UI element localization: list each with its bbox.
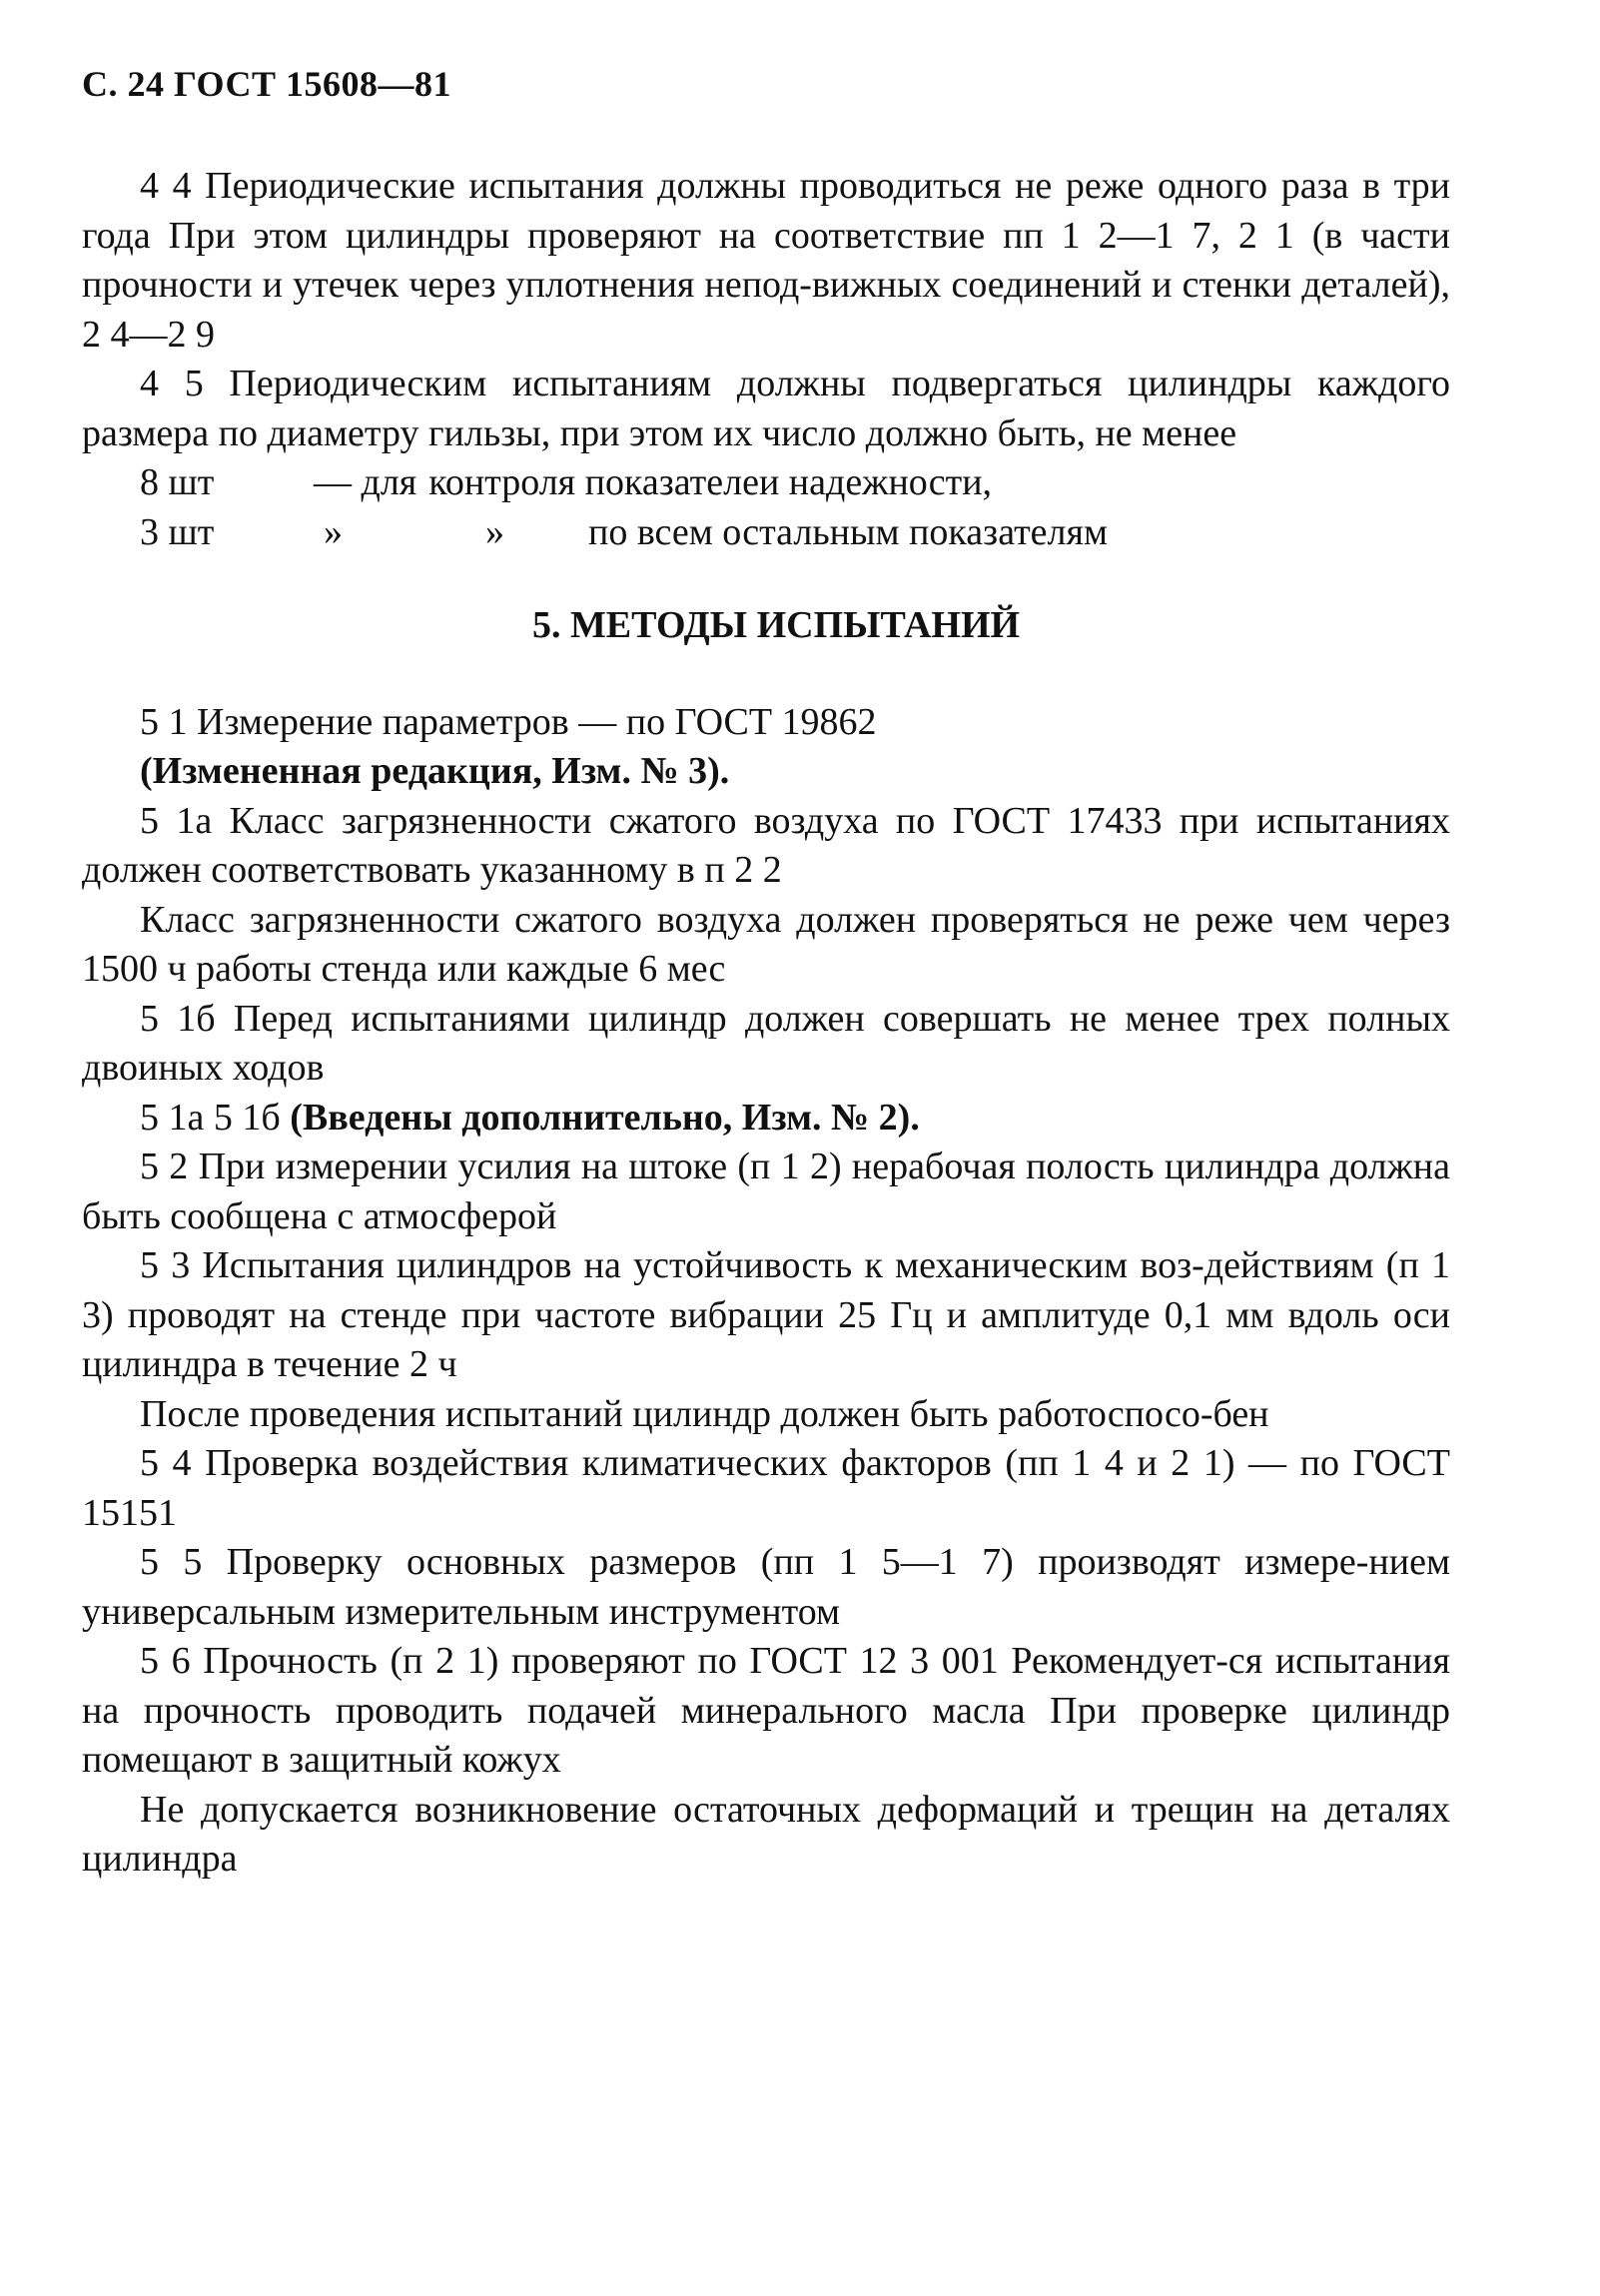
paragraph-5-1a: 5 1а Класс загрязненности сжатого воздуха по ГОСТ 17433 при испытаниях должен соответствовать указанному в п 2 2 <box>82 799 1450 891</box>
paragraph-5-2: 5 2 При измерении усилия на штоке (п 1 2) нерабочая полость цилиндра должна быть сообщена с атмосферой <box>82 1146 1450 1237</box>
amendment-line <box>82 1094 1450 1144</box>
paragraph-5-1a-cont: Класс загрязненности сжатого воздуха должен проверяться не реже чем через 1500 ч работы стенда или каждые 6 мес <box>82 898 1450 990</box>
list-marker: — для <box>314 461 417 503</box>
ditto-mark: » <box>485 510 504 553</box>
paragraph-4-5: 4 5 Периодическим испытаниям должны подвергаться цилиндры каждого размера по диаметру гильзы, при этом их число должно быть, не менее <box>82 363 1450 454</box>
list-item <box>82 458 1450 508</box>
paragraph-5-5: 5 5 Проверку основных размеров (пп 1 5—1 7) производят измере-нием универсальным измерительным инструментом <box>82 1541 1450 1633</box>
list-text: контроля показателеи надежности, <box>428 461 993 503</box>
ditto-mark: » <box>324 510 343 553</box>
paragraph-5-3-cont: После проведения испытаний цилиндр должен быть работоспосо-бен <box>140 1392 1269 1435</box>
list-item <box>82 508 1450 558</box>
paragraph-4-4: 4 4 Периодические испытания должны проводиться не реже одного раза в три года При этом цилиндры проверяют на соответствие пп 1 2—1 7, 2 1 (в части прочности и утечек через уплотнения непод-вижных соединений и стенки деталей), 2 4—2 9 <box>82 165 1450 356</box>
list-qty: 8 шт <box>140 461 215 503</box>
paragraph-5-1: 5 1 Измерение параметров — по ГОСТ 19862 <box>140 700 877 743</box>
page-header: С. 24 ГОСТ 15608—81 <box>82 64 451 104</box>
paragraph-5-4: 5 4 Проверка воздействия климатических факторов (пп 1 4 и 2 1) — по ГОСТ 15151 <box>82 1442 1450 1534</box>
list-qty: 3 шт <box>140 510 215 553</box>
section-heading: 5. МЕТОДЫ ИСПЫТАНИЙ <box>531 604 1021 646</box>
amendment-note: (Введены дополнительно, Изм. № 2). <box>290 1096 920 1139</box>
list-text: по всем остальным показателям <box>588 510 1109 553</box>
paragraph-5-3: 5 3 Испытания цилиндров на устойчивость к механическим воз-действиям (п 1 3) проводят на стенде при частоте вибрации 25 Гц и амплитуде 0,1 мм вдоль оси цилиндра в течение 2 ч <box>82 1244 1450 1385</box>
amendment-note: (Измененная редакция, Изм. № 3). <box>140 750 730 792</box>
paragraph-5-6: 5 6 Прочность (п 2 1) проверяют по ГОСТ 12 3 001 Рекомендует-ся испытания на прочность проводить подачей минерального масла При проверке цилиндр помещают в защитный кожух <box>82 1640 1450 1781</box>
paragraph-5-1b: 5 1б Перед испытаниями цилиндр должен совершать не менее трех полных двоиных ходов <box>82 997 1450 1089</box>
paragraph-5-6-cont: Не допускается возникновение остаточных деформаций и трещин на деталях цилиндра <box>82 1788 1450 1880</box>
amendment-prefix: 5 1а 5 1б <box>140 1096 291 1139</box>
